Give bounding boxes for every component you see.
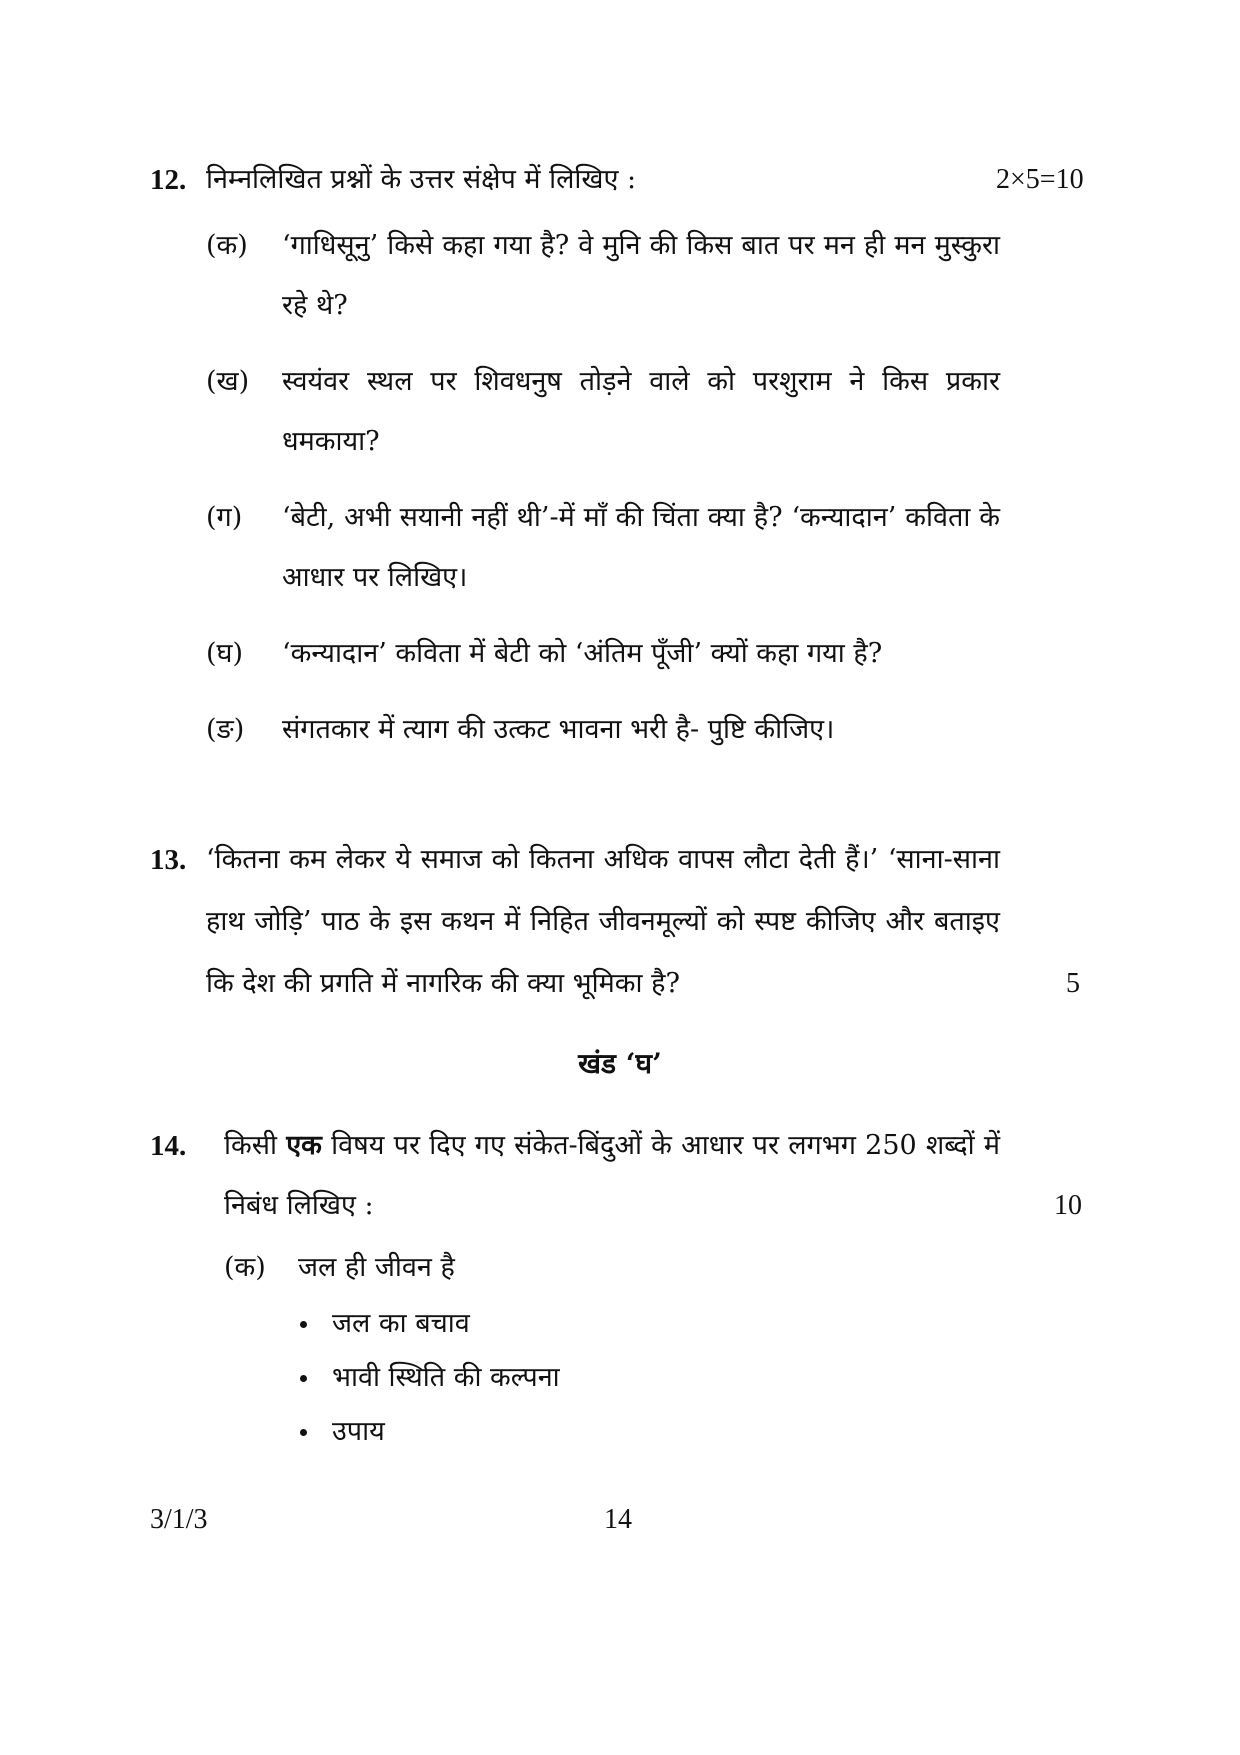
question-14-line1-bold: एक <box>286 1130 322 1161</box>
q12-part-ka-label: (क) <box>206 230 248 261</box>
section-heading: खंड ‘घ’ <box>578 1047 662 1080</box>
question-13-line1: ‘कितना कम लेकर ये समाज को कितना अधिक वापस लौटा देती हैं।’ ‘साना-साना <box>206 844 1000 875</box>
q12-part-kha-text-line1: स्वयंवर स्थल पर शिवधनुष तोड़ने वाले को परशुराम ने किस प्रकार <box>282 366 1000 397</box>
q12-part-kha-text-line2: धमकाया? <box>282 426 380 457</box>
q14-option-ka-title: जल ही जीवन है <box>298 1252 455 1283</box>
q12-part-gha-label: (घ) <box>206 638 244 669</box>
question-13-line3: कि देश की प्रगति में नागरिक की क्या भूमिका है? <box>206 968 680 999</box>
question-number-13: 13. <box>150 844 187 876</box>
question-14-line1 <box>224 1128 1000 1164</box>
page-number: 14 <box>604 1504 632 1535</box>
q14-option-ka-label: (क) <box>224 1252 266 1283</box>
question-number-12: 12. <box>150 164 187 196</box>
question-14-line1-post: विषय पर दिए गए संकेत-बिंदुओं के आधार पर लगभग 250 शब्दों में <box>321 1130 1000 1161</box>
q12-part-ga-label: (ग) <box>206 502 243 533</box>
question-13-marks: 5 <box>1066 968 1080 999</box>
bullet-icon <box>300 1429 307 1436</box>
q14-point-2: भावी स्थिति की कल्पना <box>332 1362 560 1393</box>
question-12-instruction: निम्नलिखित प्रश्नों के उत्तर संक्षेप में लिखिए : <box>206 164 637 195</box>
q12-part-ga-text-line1: ‘बेटी, अभी सयानी नहीं थी’-में माँ की चिंता क्या है? ‘कन्यादान’ कविता के <box>282 502 1000 533</box>
question-12-marks: 2×5=10 <box>996 164 1084 195</box>
question-number-14: 14. <box>150 1130 187 1162</box>
bullet-icon <box>300 1375 307 1382</box>
q12-part-gha-text: ‘कन्यादान’ कविता में बेटी को ‘अंतिम पूँजी’ क्यों कहा गया है? <box>282 638 883 669</box>
question-14-line2: निबंध लिखिए : <box>224 1190 374 1221</box>
question-14-line1-pre: किसी <box>224 1130 287 1161</box>
question-13-line2: हाथ जोड़ि’ पाठ के इस कथन में निहित जीवनमूल्यों को स्पष्ट कीजिए और बताइए <box>206 906 1000 937</box>
q12-part-nga-text: संगतकार में त्याग की उत्कट भावना भरी है- पुष्टि कीजिए। <box>282 714 835 745</box>
q12-part-ga-text-line2: आधार पर लिखिए। <box>282 562 468 593</box>
bullet-icon <box>300 1321 307 1328</box>
q14-point-1: जल का बचाव <box>332 1308 470 1339</box>
q12-part-ka-text-line2: रहे थे? <box>282 290 348 321</box>
q12-part-nga-label: (ङ) <box>206 714 245 745</box>
question-14-marks: 10 <box>1054 1190 1082 1221</box>
q12-part-kha-label: (ख) <box>206 366 250 397</box>
q14-point-3: उपाय <box>332 1416 385 1447</box>
q12-part-ka-text-line1: ‘गाधिसूनु’ किसे कहा गया है? वे मुनि की किस बात पर मन ही मन मुस्कुरा <box>282 230 1000 261</box>
paper-code: 3/1/3 <box>150 1504 208 1535</box>
